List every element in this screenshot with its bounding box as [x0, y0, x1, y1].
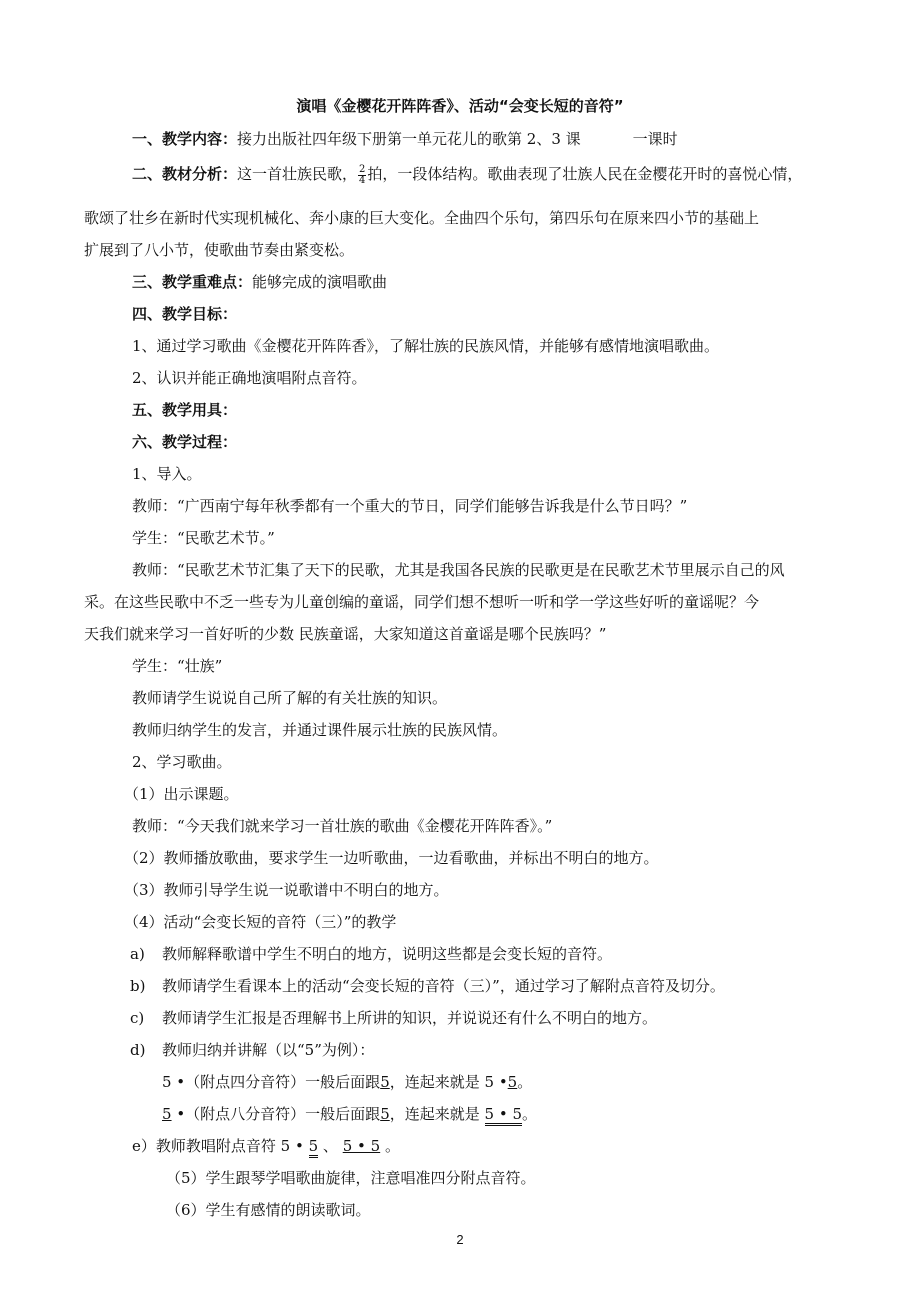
list-marker: d) [130, 1041, 146, 1059]
class-hours: 一课时 [632, 130, 678, 148]
section-heading: 四、教学目标： [132, 305, 238, 323]
list-item [130, 944, 612, 964]
goal-item: 2、认识并能正确地演唱附点音符。 [132, 369, 367, 387]
notation-teaching: e）教师教唱附点音符 5 • 5 、 5 • 5 。 [132, 1136, 400, 1156]
time-signature: $\frac{2}{4}$ [359, 163, 366, 186]
process-line: 教师：“广西南宁每年秋季都有一个重大的节日，同学们能够告诉我是什么节日吗？” [132, 497, 688, 515]
process-line: 教师归纳学生的发言，并通过课件展示壮族的民族风情。 [132, 721, 508, 739]
process-line: （2）教师播放歌曲，要求学生一边听歌曲，一边看歌曲，并标出不明白的地方。 [124, 849, 659, 867]
list-marker: b) [130, 977, 146, 995]
process-line: （5）学生跟琴学唱歌曲旋律，注意唱准四分附点音符。 [166, 1169, 536, 1187]
process-line: 教师：“今天我们就来学习一首壮族的歌曲《金樱花开阵阵香》。” [132, 817, 553, 835]
page-number: 2 [456, 1232, 464, 1247]
process-line: 教师：“民歌艺术节汇集了天下的民歌，尤其是我国各民族的民歌更是在民歌艺术节里展示自己的风 [132, 561, 785, 579]
list-marker: c) [130, 1009, 145, 1027]
process-line: （4）活动“会变长短的音符（三）”的教学 [124, 913, 397, 931]
process-line: 天我们就来学习一首好听的少数 民族童谣，大家知道这首童谣是哪个民族吗？” [84, 625, 607, 643]
process-line: 采。在这些民歌中不乏一些专为儿童创编的童谣，同学们想不想听一听和学一学这些好听的童谣呢？今 [84, 593, 760, 611]
process-line: 2、学习歌曲。 [132, 753, 232, 771]
process-line: 教师请学生说说自己所了解的有关壮族的知识。 [132, 689, 448, 707]
process-line: 1、导入。 [132, 465, 202, 483]
section-heading: 六、教学过程： [132, 433, 238, 451]
paragraph-line: 扩展到了八小节，使歌曲节奏由紧变松。 [84, 241, 355, 259]
process-line: （3）教师引导学生说一说歌谱中不明白的地方。 [124, 881, 449, 899]
list-item [130, 976, 725, 996]
list-marker: a) [130, 945, 145, 963]
process-line: 学生：“民歌艺术节。” [132, 529, 275, 547]
section-heading: 一、教学内容： [132, 130, 238, 148]
section-text: 拍，一段体结构。歌曲表现了壮族人民在金樱花开时的喜悦心情， [367, 165, 803, 183]
document-title: 演唱《金樱花开阵阵香》、活动“会变长短的音符” [296, 97, 624, 115]
notation-example: 5 •（附点八分音符）一般后面跟5，连起来就是 5 • 5。 [162, 1104, 537, 1124]
paragraph-line: 歌颂了壮乡在新时代实现机械化、奔小康的巨大变化。全曲四个乐句，第四乐句在原来四小节的基础上 [84, 209, 760, 227]
list-text: 教师请学生汇报是否理解书上所讲的知识，并说说还有什么不明白的地方。 [162, 1009, 658, 1027]
section-heading: 二、教材分析： [132, 165, 238, 183]
section-text: 能够完成的演唱歌曲 [252, 273, 388, 291]
list-text: 教师归纳并讲解（以“5”为例）： [162, 1041, 375, 1059]
section-text: 接力出版社四年级下册第一单元花儿的歌第 2、3 课 [237, 130, 581, 148]
section-analysis [132, 164, 802, 186]
section-heading: 五、教学用具： [132, 401, 238, 419]
section-content [132, 129, 678, 149]
process-line: （1）出示课题。 [124, 785, 239, 803]
notation-example: 5 •（附点四分音符）一般后面跟5，连起来就是 5 •5。 [162, 1073, 533, 1091]
section-heading: 三、教学重难点： [132, 273, 253, 291]
list-text: 教师请学生看课本上的活动“会变长短的音符（三）”，通过学习了解附点音符及切分。 [162, 977, 725, 995]
list-text: 教师解释歌谱中学生不明白的地方，说明这些都是会变长短的音符。 [162, 945, 613, 963]
goal-item: 1、通过学习歌曲《金樱花开阵阵香》，了解壮族的民族风情，并能够有感情地演唱歌曲。 [132, 337, 720, 355]
list-item [130, 1040, 374, 1060]
process-line: （6）学生有感情的朗读歌词。 [166, 1201, 371, 1219]
list-item [130, 1008, 657, 1028]
section-difficulty [132, 272, 387, 292]
process-line: 学生：“壮族” [132, 657, 223, 675]
section-text: 这一首壮族民歌， [237, 165, 358, 183]
